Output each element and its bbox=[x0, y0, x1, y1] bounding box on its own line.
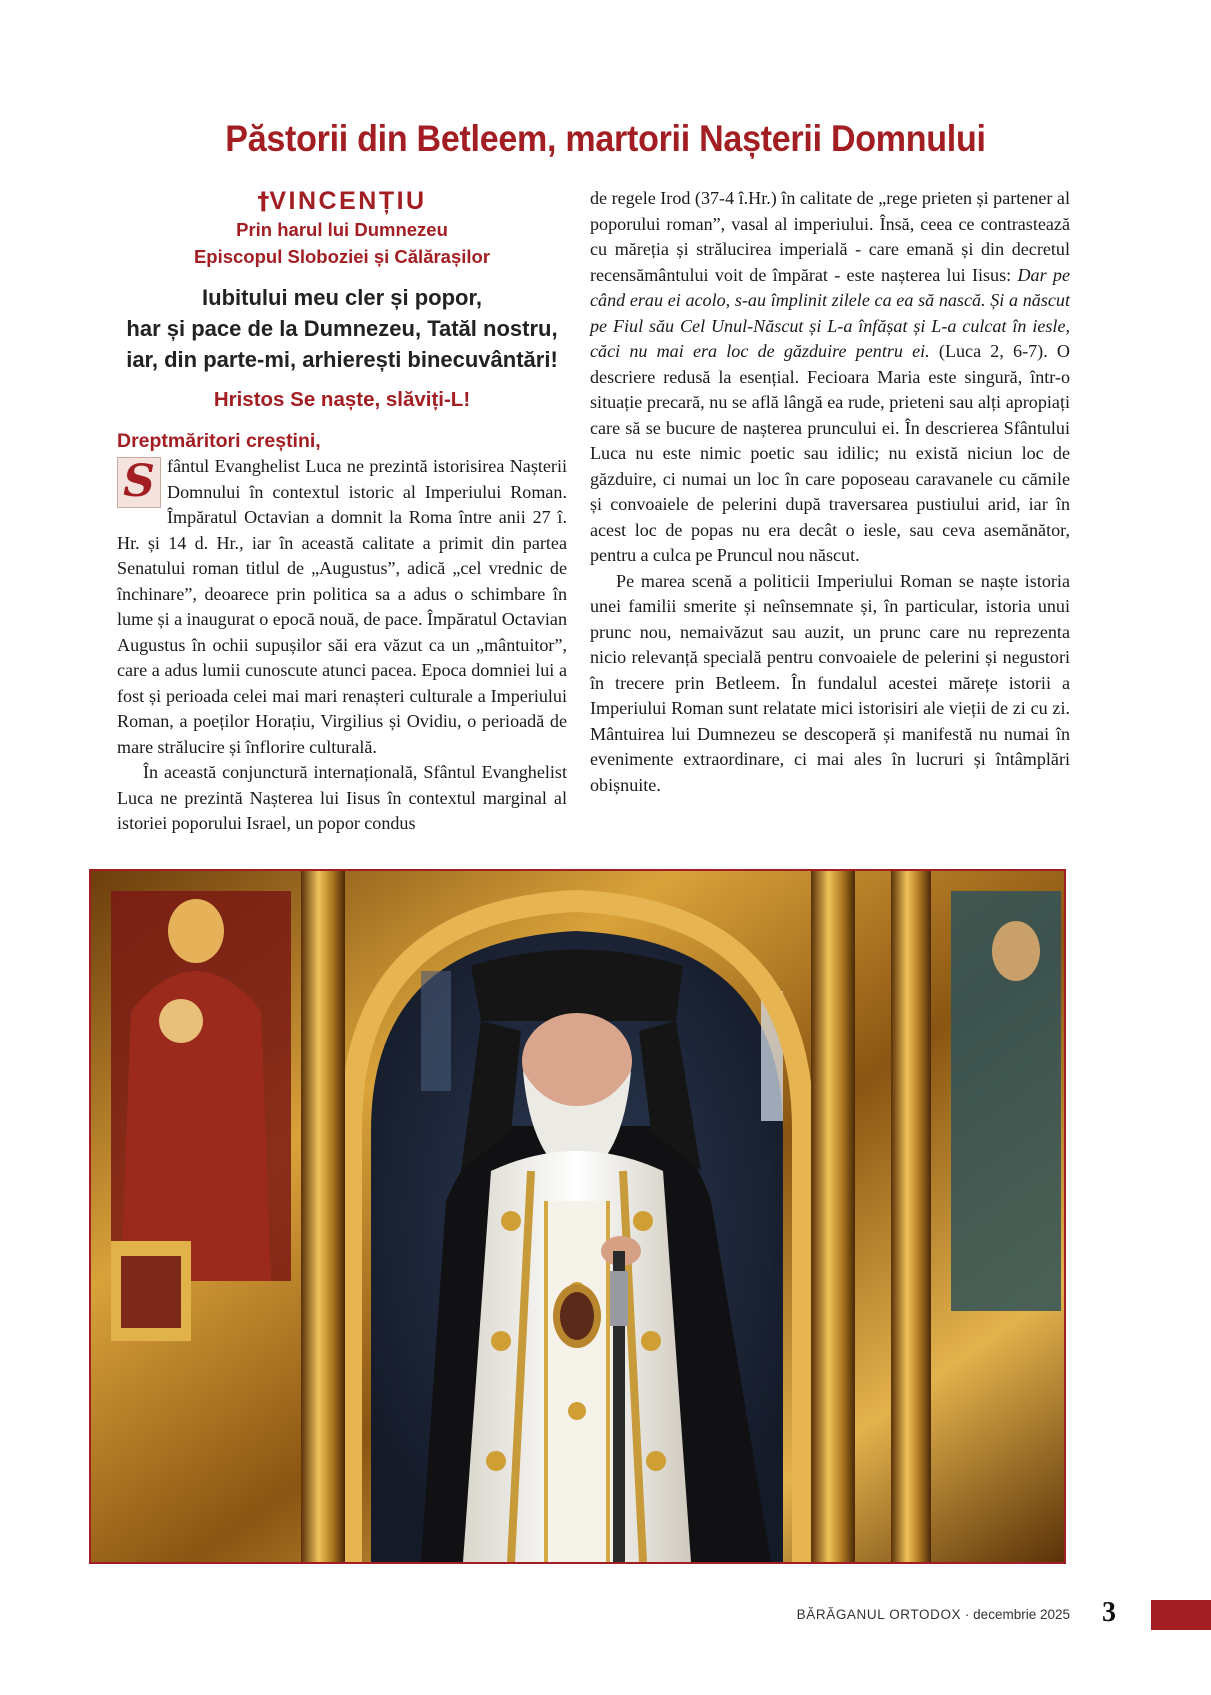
author-name: †VINCENȚIU bbox=[257, 187, 427, 215]
right-column bbox=[590, 186, 1070, 798]
cross-symbol: † bbox=[257, 187, 270, 215]
paragraph: Pe marea scenă a politicii Imperiului Roman se naște istoria unei familii smerite și neînsemnate și, în particular, istoria unui prunc nou, nemaivăzut sau auzit, un prunc care nu reprezenta nicio relevanță specială pentru convoaiele de pelerini și negustori în trecere prin Betleem. În fundalul acestei mărețe istorii a Imperiului Roman sunt relatate mici istorisiri ale vieții de zi cu zi. Mântuirea lui Dumnezeu se descoperă și manifestă nu numai în evenimente extraordinare, ci mai ales în lucruri și întâmplări obișnuite. bbox=[590, 570, 1070, 795]
article-title: Păstorii din Betleem, martorii Nașterii Domnului bbox=[225, 118, 986, 159]
bishop-photo bbox=[89, 869, 1066, 1564]
greeting bbox=[117, 282, 567, 375]
left-column bbox=[117, 186, 567, 837]
publication-name: BĂRĂGANUL ORTODOX bbox=[796, 1607, 962, 1622]
issue-date: decembrie 2025 bbox=[973, 1607, 1070, 1622]
photo-illustration bbox=[91, 871, 1064, 1562]
greeting-line: har și pace de la Dumnezeu, Tatăl nostru, bbox=[126, 316, 558, 341]
footer-accent-bar bbox=[1151, 1600, 1211, 1630]
author-line-2: Episcopul Sloboziei și Călărașilor bbox=[193, 246, 491, 267]
scripture-quote: Dar pe când erau ei acolo, s-au împlinit zilele ca ea să nască. Și a născut pe Fiul său Cel Unul-Născut și L-a înfășat și L-a culcat în iesle, căci nu mai era loc de găzduire pentru ei. bbox=[590, 264, 1070, 361]
hristos-greeting: Hristos Se naște, slăviți-L! bbox=[213, 388, 471, 411]
salutation: Dreptmăritori creștini, bbox=[117, 430, 321, 452]
footer-separator: · bbox=[961, 1607, 974, 1622]
page-number: 3 bbox=[1102, 1597, 1116, 1628]
paragraph: de regele Irod (37-4 î.Hr.) în calitate de „rege prieten și partener al poporului roman”, vasal al imperiului. Însă, ceea ce contrastează cu măreția și strălucirea imperială - care emană și din decretul recensământului voit de împărat - este nașterea lui Iisus: Dar pe când erau ei acolo, s-au împlinit zilele ca ea să nască. Și a născut pe Fiul său Cel Unul-Născut și L-a înfășat și L-a culcat în iesle, căci nu mai era loc de găzduire pentru ei. (Luca 2, 6-7). O descriere redusă la esențial. Fecioara Maria este singură, într-o situație precară, nu se află lângă ea rude, prieteni sau alți apropiați care să se bucure de nașterea pruncului ei. În descrierea Sfântului Luca nu este nimic poetic sau idilic; nu există niciun loc de găzduire, ci numai un loc în care poposeau caravanele cu cămile și convoaiele de pelerini după traversarea pustiului arid, iar în acest loc de popas nu era decât o iesle, sau ceva asemănător, pentru a culca pe Pruncul nou născut. bbox=[590, 188, 1070, 565]
paragraph: S fântul Evanghelist Luca ne prezintă istorisirea Nașterii Domnului în contextul istoric al Imperiului Roman. Împăratul Octavian a domnit la Roma între anii 27 î. Hr. și 14 d. Hr., iar în această calitate a primit din partea Senatului roman titlul de „Augustus”, adică „cel vrednic de închinare”, deoarece prin politica sa a adus o schimbare în lume și a inaugurat o epocă nouă, de pace. Împăratul Octavian Augustus în ochii supușilor săi era văzut ca un „mântuitor”, care a adus lumii cunoscute atunci pacea. Epoca domniei lui a fost și perioada celei mai mari renașteri culturale a Imperiului Roman, a poeților Horațiu, Virgilius și Ovidiu, o perioadă de mare strălucire și înflorire culturală. bbox=[117, 456, 567, 757]
greeting-line: Iubitului meu cler și popor, bbox=[202, 285, 482, 310]
author-line-1: Prin harul lui Dumnezeu bbox=[236, 219, 448, 240]
footer-publication bbox=[760, 1607, 1070, 1622]
drop-cap: S bbox=[117, 457, 161, 508]
greeting-line: iar, din parte-mi, arhierești binecuvântări! bbox=[126, 347, 558, 372]
paragraph: În această conjunctură internațională, Sfântul Evanghelist Luca ne prezintă Nașterea lui Iisus în contextul marginal al istoriei poporului Israel, un popor condus bbox=[117, 762, 567, 833]
